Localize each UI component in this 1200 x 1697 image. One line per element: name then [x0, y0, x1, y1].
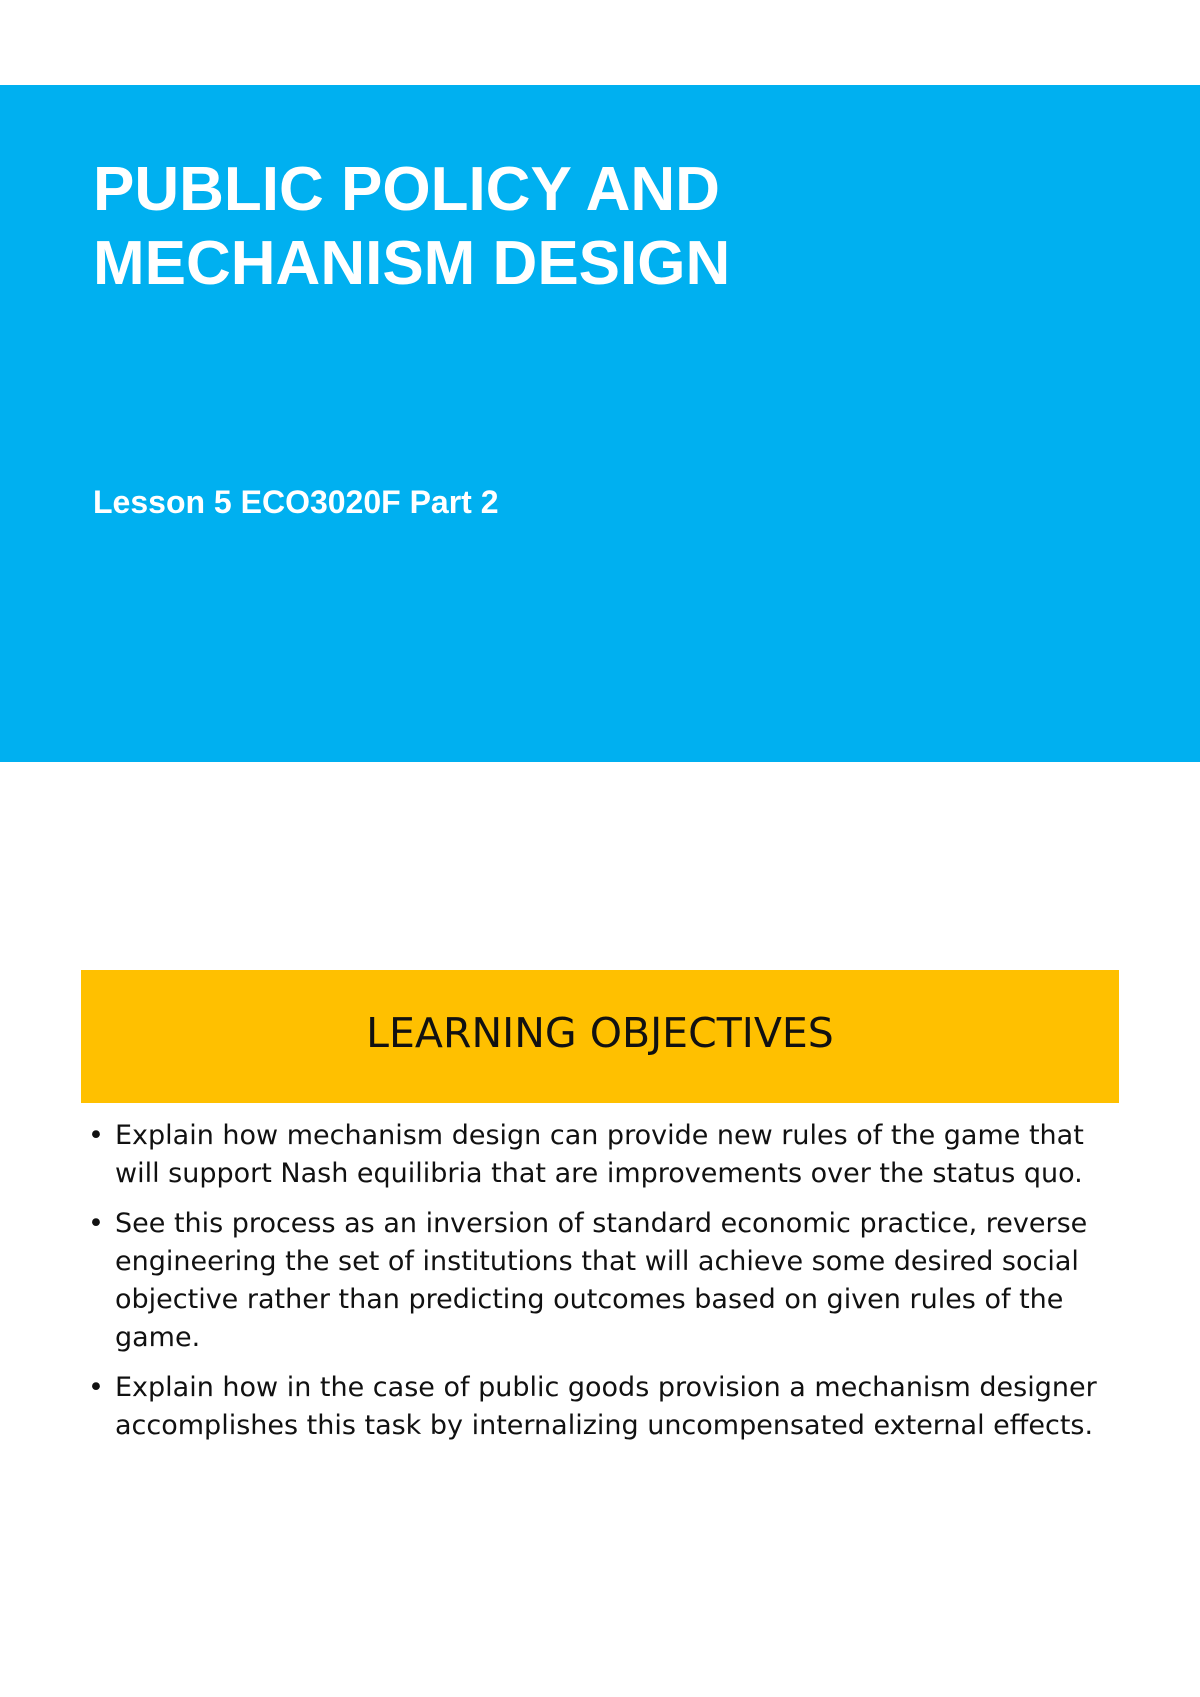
objective-item: [88, 1205, 1108, 1357]
title-slide: [0, 85, 1200, 762]
objective-text: Explain how in the case of public goods provision a mechanism designer accomplishes this task by internalizing uncompensated external effects.: [115, 1372, 1097, 1441]
learning-objectives-heading: LEARNING OBJECTIVES: [366, 1008, 834, 1057]
objective-item: [88, 1369, 1108, 1445]
objective-text: See this process as an inversion of standard economic practice, reverse engineering the set of institutions that will achieve some desired social objective rather than predicting outcomes based on given rules of the game.: [115, 1208, 1088, 1353]
slide-title: [93, 153, 1093, 301]
objective-item: [88, 1117, 1108, 1193]
learning-objectives-banner: [81, 970, 1119, 1103]
objective-text: Explain how mechanism design can provide new rules of the game that will support Nash equilibria that are improvements over the status quo.: [115, 1120, 1084, 1189]
learning-objectives-list: [88, 1117, 1108, 1457]
slide-subtitle: Lesson 5 ECO3020F Part 2: [93, 484, 499, 520]
slide-title-line-1: PUBLIC POLICY AND: [93, 155, 720, 224]
bullet-icon: •: [88, 1120, 104, 1151]
bullet-icon: •: [88, 1208, 104, 1239]
slide-title-line-2: MECHANISM DESIGN: [93, 229, 731, 298]
bullet-icon: •: [88, 1372, 104, 1403]
